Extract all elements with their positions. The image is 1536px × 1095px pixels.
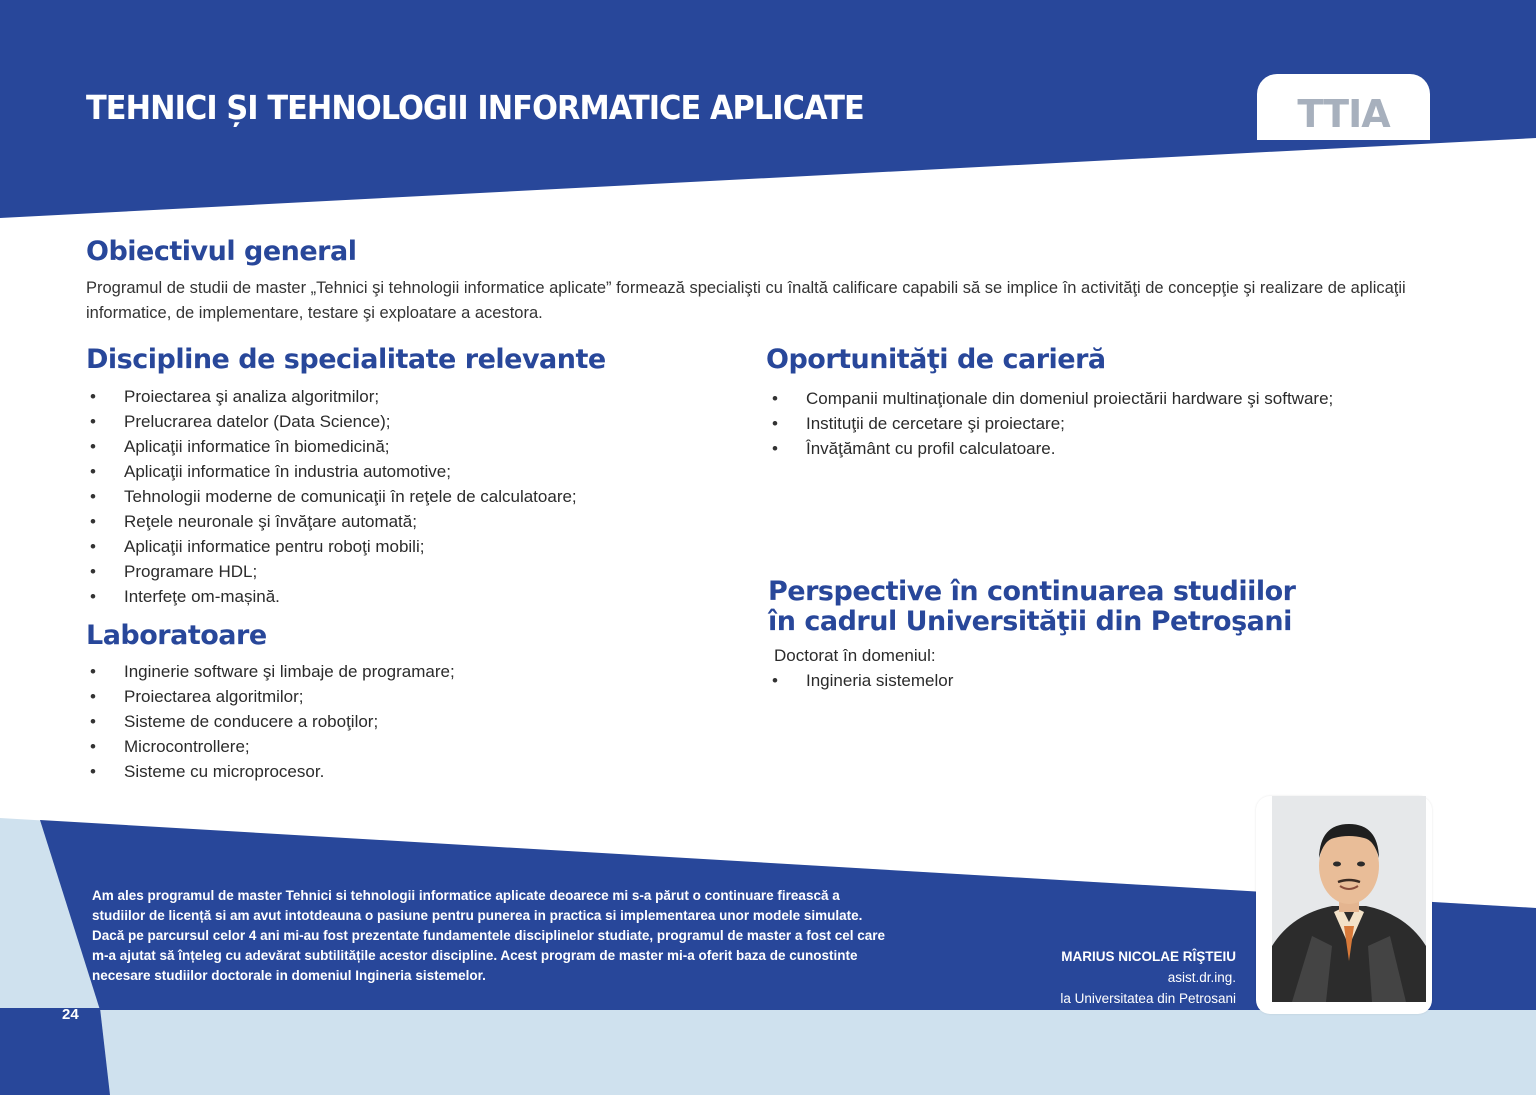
list-item: • Aplicaţii informatice în industria automotive; — [86, 459, 577, 484]
perspective-list — [768, 668, 953, 693]
portrait-photo — [1272, 796, 1426, 1002]
testimonial-affiliation: la Universitatea din Petrosani — [1060, 991, 1236, 1006]
program-abbreviation: TTIA — [1297, 92, 1390, 136]
list-item: • Instituţii de cercetare şi proiectare; — [768, 411, 1333, 436]
testimonial-name: MARIUS NICOLAE RÎŞTEIU — [1061, 949, 1236, 964]
page-title: TEHNICI ȘI TEHNOLOGII INFORMATICE APLICATE — [86, 88, 864, 127]
testimonial-quote: Am ales programul de master Tehnici si tehnologii informatice aplicate deoarece mi s-a părut o continuare firească a studiilor de licență si am avut intotdeauna o pasiune pentru punerea in practica si implementarea unor modele simulate. Dacă pe parcursul celor 4 ani mi-au fost prezentate fundamentele disciplinelor studiate, programul de master a fost cel care m-a ajutat să înțeleg cu adevărat subtilitățile acestor discipline. Acest program de master mi-a oferit baza de cunostinte necesare studiilor doctorale in domeniul Ingineria sistemelor. — [92, 888, 885, 983]
list-item: • Interfeţe om-mașină. — [86, 584, 577, 609]
list-item: • Proiectarea algoritmilor; — [86, 684, 455, 709]
perspective-heading-line2: în cadrul Universităţii din Petroşani — [768, 606, 1292, 637]
list-item: • Reţele neuronale şi învăţare automată; — [86, 509, 577, 534]
labs-heading: Laboratoare — [86, 620, 267, 651]
list-item: • Proiectarea şi analiza algoritmilor; — [86, 384, 577, 409]
program-tab — [1257, 74, 1430, 140]
objective-heading: Obiectivul general — [86, 236, 357, 267]
list-item: • Sisteme de conducere a roboţilor; — [86, 709, 455, 734]
careers-list — [768, 386, 1333, 461]
page-number: 24 — [62, 1006, 79, 1023]
portrait-card — [1256, 796, 1432, 1014]
footer-blue-corner — [0, 1008, 110, 1095]
list-item: • Inginerie software şi limbaje de programare; — [86, 659, 455, 684]
list-item: • Aplicaţii informatice în biomedicină; — [86, 434, 577, 459]
disciplines-heading: Discipline de specialitate relevante — [86, 344, 606, 375]
list-item: • Programare HDL; — [86, 559, 577, 584]
perspective-intro: Doctorat în domeniul: — [774, 646, 936, 665]
perspective-heading-line1: Perspective în continuarea studiilor — [768, 576, 1296, 607]
testimonial-title: asist.dr.ing. — [1167, 970, 1236, 985]
person-portrait-icon — [1272, 796, 1426, 1002]
list-item: • Ingineria sistemelor — [768, 668, 953, 693]
list-item: • Învăţământ cu profil calculatoare. — [768, 436, 1333, 461]
list-item: • Microcontrollere; — [86, 734, 455, 759]
list-item: • Sisteme cu microprocesor. — [86, 759, 455, 784]
objective-text: Programul de studii de master „Tehnici şi tehnologii informatice aplicate” formează specialişti cu înaltă calificare capabili să se implice în activităţi de concepţie şi realizare de aplicaţii informatice, de implementare, testare şi exploatare a acestora. — [86, 279, 1406, 322]
list-item: • Prelucrarea datelor (Data Science); — [86, 409, 577, 434]
testimonial-signature — [1060, 946, 1236, 1009]
careers-heading: Oportunităţi de carieră — [766, 344, 1106, 375]
list-item: • Companii multinaţionale din domeniul proiectării hardware şi software; — [768, 386, 1333, 411]
list-item: • Tehnologii moderne de comunicaţii în reţele de calculatoare; — [86, 484, 577, 509]
list-item: • Aplicaţii informatice pentru roboţi mobili; — [86, 534, 577, 559]
disciplines-list — [86, 384, 577, 609]
labs-list — [86, 659, 455, 784]
